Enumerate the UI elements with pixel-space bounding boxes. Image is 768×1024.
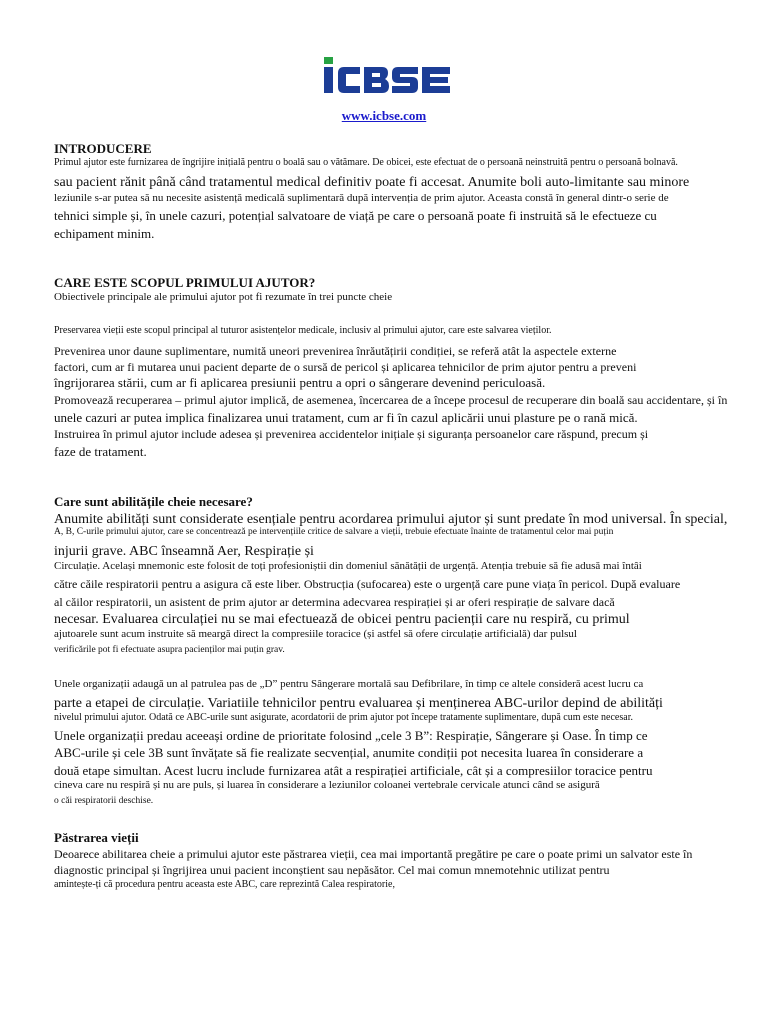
text-line: Obiectivele principale ale primului ajutor pot fi rezumate în trei puncte cheie (54, 291, 393, 303)
text-line: sau pacient rănit până când tratamentul medical definitiv poate fi accesat. Anumite boli auto-limitante sau minore (54, 175, 690, 190)
text-line: necesar. Evaluarea circulației nu se mai efectuează de obicei pentru pacienții care nu respiră, cu primul (54, 612, 630, 627)
text-line: îngrijorarea stării, cum ar fi aplicarea presiunii pentru a opri o sângerare devenind periculoasă. (54, 375, 546, 390)
text-line: o căi respiratorii deschise. (54, 796, 154, 806)
text-line: tehnici simple și, în unele cazuri, potențial salvatoare de viață pe care o persoană poate fi instruită să le efectueze cu (54, 208, 657, 223)
text-line: factori, cum ar fi mutarea unui pacient departe de o sursă de pericol și aplicarea tehnicilor de prim ajutor pentru a preveni (54, 360, 637, 374)
text-line: Circulație. Același mnemonic este folosit de toți profesioniștii din domeniul sănătății de urgență. Atenția trebuie să fie adusă mai întâi (54, 560, 642, 572)
text-line: Unele organizații adaugă un al patrulea pas de „D” pentru Sângerare mortală sau Defibrilare, în timp ce altele consideră acest lucru ca (54, 678, 644, 690)
text-line: Promovează recuperarea – primul ajutor implică, de asemenea, încercarea de a începe procesul de recuperare din boală sau accidentare, și în (54, 393, 728, 407)
text-line: Deoarece abilitarea cheie a primului ajutor este păstrarea vieții, cea mai importantă pregătire pe care o poate primi un salvator este în (54, 847, 693, 861)
text-line: parte a etapei de circulație. Variatiile tehnicilor pentru evaluarea și menținerea ABC-urilor depind de abilități (54, 696, 663, 711)
text-line: injurii grave. ABC înseamnă Aer, Respirație și (54, 544, 314, 559)
text-line: A, B, C-urile primului ajutor, care se concentrează pe intervențiile critice de salvare a vieții, trebuie efectuate înainte de tratamentul celor mai puțin (54, 527, 614, 537)
text-line: unele cazuri ar putea implica finalizarea unui tratament, cum ar fi în cazul aplicării unui plasture pe o rană mică. (54, 410, 638, 425)
text-line: echipament minim. (54, 226, 155, 241)
text-line: ajutoarele sunt acum instruite să meargă direct la compresiile toracice (și astfel să ofere circulație artificială) dar pulsul (54, 628, 577, 640)
text-line: verificările pot fi efectuate asupra pacienților mai puțin grav. (54, 645, 285, 655)
text-line: către căile respiratorii pentru a asigura că este liber. Obstrucția (sufocarea) este o urgență care pune viața în pericol. După evaluare (54, 577, 681, 591)
text-line: al căilor respiratorii, un asistent de prim ajutor ar determina adecvarea respirației și ar oferi respirație de salvare dacă (54, 595, 615, 609)
text-line: amintește-ți că procedura pentru aceasta este ABC, care reprezintă Calea respiratorie, (54, 879, 395, 890)
text-line: cineva care nu respiră și nu are puls, și luarea în considerare a leziunilor coloanei vertebrale cervicale atunci când se asigură (54, 779, 600, 791)
section-heading: Păstrarea vieții (54, 830, 139, 845)
text-line: Primul ajutor este furnizarea de îngrijire inițială pentru o boală sau o vătămare. De obicei, este efectuat de o persoană neinstruită pentru o persoană bolnavă. (54, 157, 678, 168)
text-line: faze de tratament. (54, 444, 147, 459)
text-line: Prevenirea unor daune suplimentare, numită uneori prevenirea înrăutățirii condiției, se referă atât la aspectele externe (54, 344, 617, 358)
section-heading: INTRODUCERE (54, 141, 152, 156)
text-line: Preservarea vieții este scopul principal al tuturor asistențelor medicale, inclusiv al primului ajutor, care este salvarea vieților. (54, 325, 552, 336)
section-heading: CARE ESTE SCOPUL PRIMULUI AJUTOR? (54, 275, 316, 290)
text-line: ABC-urile și cele 3B sunt învățate să fie realizate secvențial, anumite condiții pot necesita luarea în considerare a (54, 745, 644, 760)
text-line: Anumite abilități sunt considerate esențiale pentru acordarea primului ajutor și sunt predate în mod universal. În special, (54, 512, 728, 527)
text-line: leziunile s-ar putea să nu necesite asistență medicală suplimentară după intervenția de prim ajutor. Aceasta constă în general dintr-o serie de (54, 192, 669, 204)
section-heading: Care sunt abilitățile cheie necesare? (54, 494, 253, 509)
text-line: două etape simultan. Acest lucru include furnizarea atât a respirației artificiale, cât și a compresiilor toracice pentru (54, 763, 653, 778)
icbse-logo (322, 55, 454, 95)
text-line: nivelul primului ajutor. Odată ce ABC-urile sunt asigurate, acordatorii de prim ajutor pot începe tratamente suplimentare, după cum este necesar. (54, 712, 633, 723)
text-line: Unele organizații predau aceeași ordine de prioritate folosind „cele 3 B”: Respirație, Sângerare și Oase. În timp ce (54, 728, 648, 743)
text-line: diagnostic principal și îngrijirea unui pacient inconștient sau nepăsător. Cel mai comun mnemotehnic utilizat pentru (54, 863, 610, 877)
text-line: Instruirea în primul ajutor include adesea și prevenirea accidentelor inițiale și siguranța persoanelor care răspund, precum și (54, 427, 649, 441)
site-url-link[interactable]: www.icbse.com (341, 108, 427, 123)
